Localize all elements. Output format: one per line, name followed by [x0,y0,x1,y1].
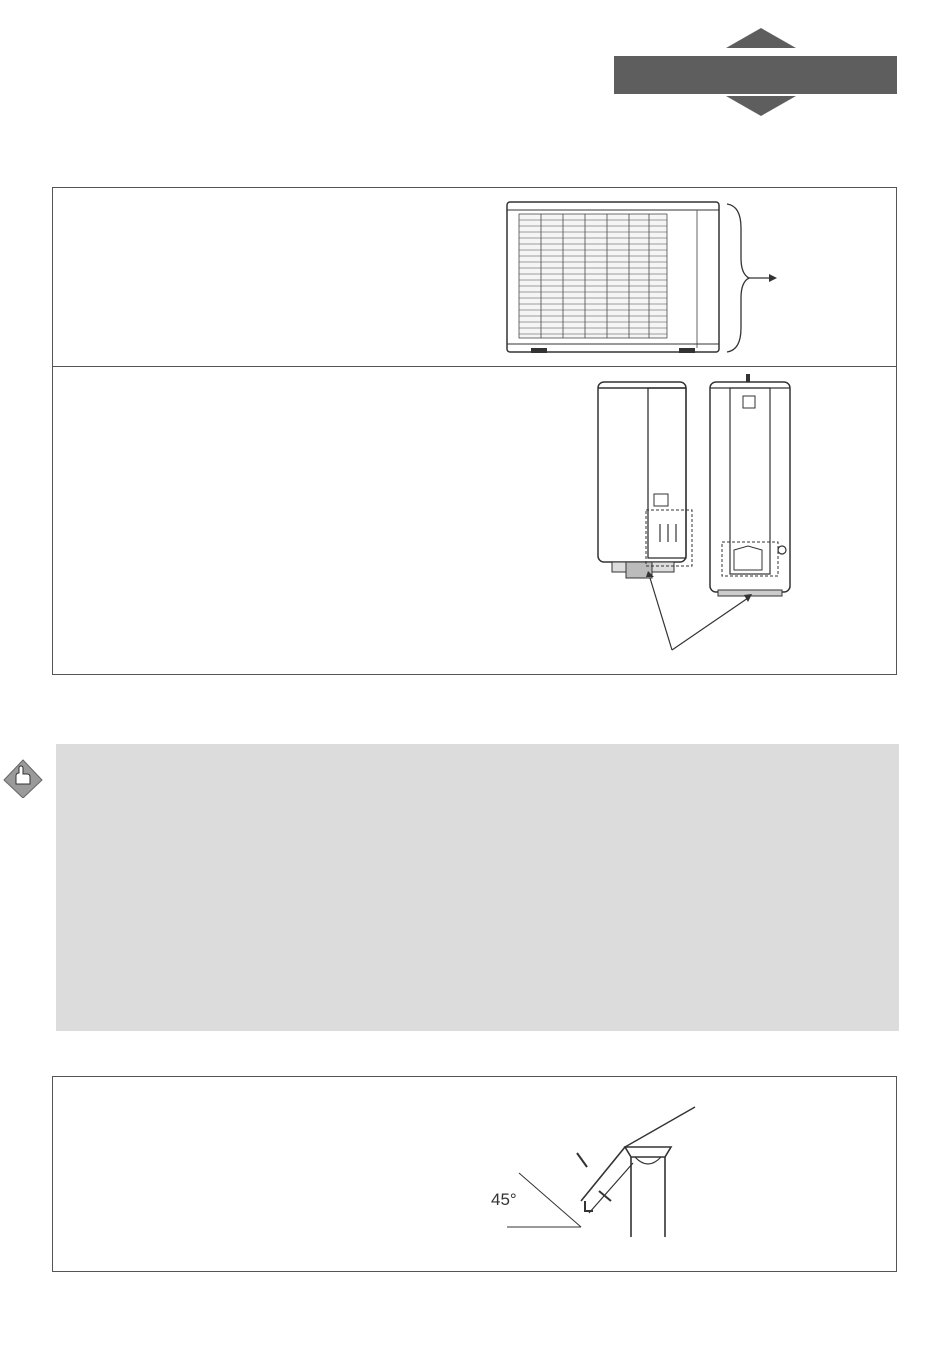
hand-pointing-icon [2,758,44,798]
tank-side-view [598,382,692,578]
water-heater-tanks-illustration [588,374,798,670]
tank-front-view [710,374,790,596]
arrow-up-icon [726,28,796,48]
figure-frame-units [52,187,897,675]
header-banner [612,26,898,118]
arrow-down-icon [726,96,796,116]
pipe-flare-illustration [485,1101,895,1247]
figure-frame-pipe [52,1076,897,1272]
angle-label: 45° [491,1190,517,1209]
note-box [56,744,899,1031]
frame-divider [53,366,896,367]
outdoor-unit-illustration [501,198,791,358]
banner-bar [614,56,897,94]
